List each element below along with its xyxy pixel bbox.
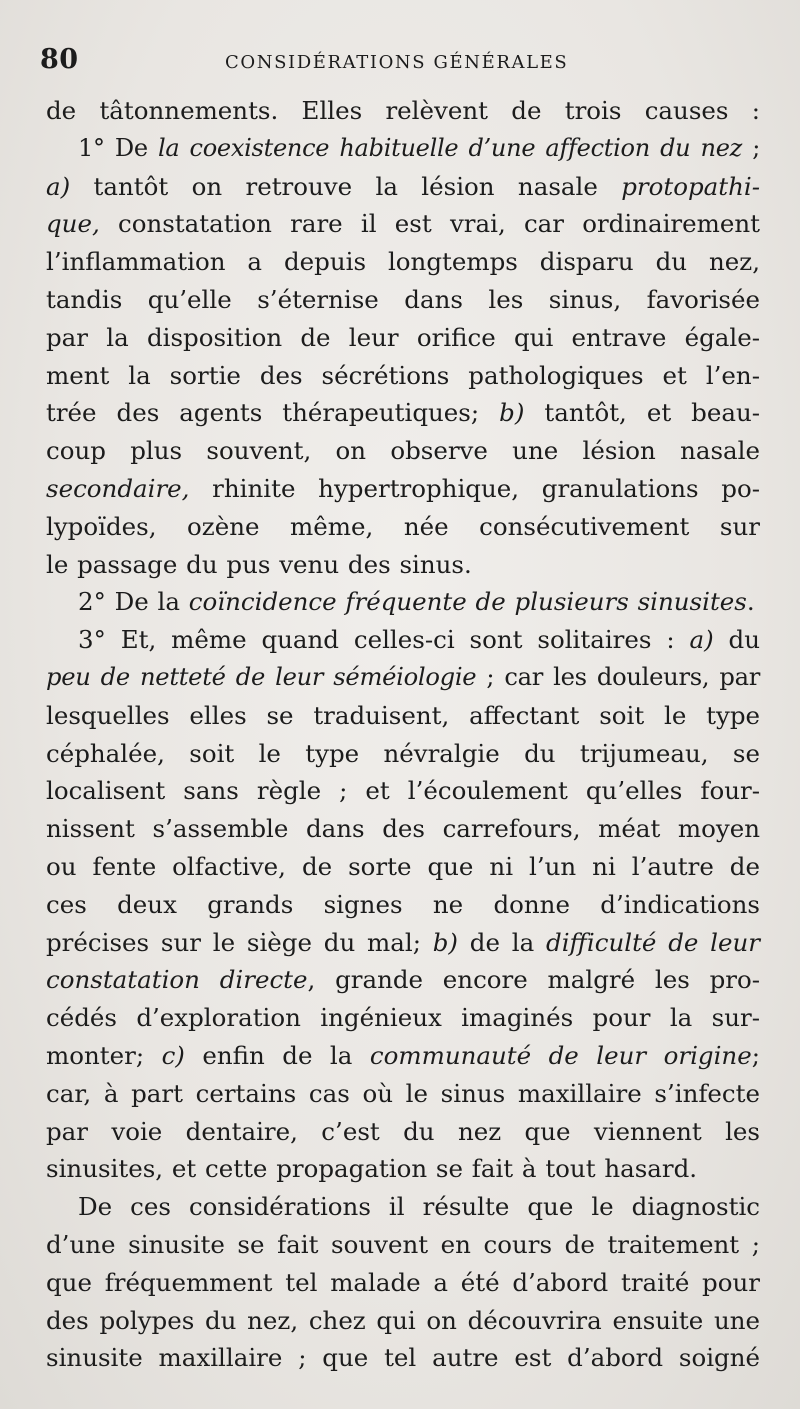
text-line: De ces considérations il résulte que le diagnostic bbox=[78, 1192, 760, 1222]
page-header bbox=[40, 44, 760, 84]
text-line: 1° De la coexistence habituelle d’une affection du nez ; bbox=[78, 133, 760, 162]
text-line: car, à part certains cas où le sinus maxillaire s’infecte bbox=[46, 1078, 760, 1108]
text-line: peu de netteté de leur séméiologie ; car les douleurs, par bbox=[46, 662, 760, 691]
text-line: sinusites, et cette propagation se fait à tout hasard. bbox=[46, 1154, 698, 1184]
text-line: cédés d’exploration ingénieux imaginés pour la sur- bbox=[46, 1003, 760, 1033]
text-line: sinusite maxillaire ; que tel autre est d’abord soigné bbox=[46, 1343, 760, 1373]
text-line: des polypes du nez, chez qui on découvrira ensuite une bbox=[46, 1305, 760, 1335]
text-line: ces deux grands signes ne donne d’indications bbox=[46, 889, 760, 919]
text-line: céphalée, soit le type névralgie du trijumeau, se bbox=[46, 738, 760, 768]
page-number: 80 bbox=[40, 44, 79, 75]
text-line: monter; c) enfin de la communauté de leur origine; bbox=[46, 1040, 760, 1070]
text-line: de tâtonnements. Elles relèvent de trois causes : bbox=[46, 96, 760, 125]
text-line: par voie dentaire, c’est du nez que viennent les bbox=[46, 1116, 760, 1146]
running-title: CONSIDÉRATIONS GÉNÉRALES bbox=[225, 52, 569, 73]
text-line: coup plus souvent, on observe une lésion nasale bbox=[46, 436, 760, 466]
text-line: constatation directe, grande encore malgré les pro- bbox=[46, 965, 760, 995]
text-line: trée des agents thérapeutiques; b) tantôt, et beau- bbox=[46, 398, 761, 428]
text-line: 3° Et, même quand celles-ci sont solitaires : a) du bbox=[78, 625, 760, 655]
text-line: l’inflammation a depuis longtemps disparu du nez, bbox=[46, 247, 760, 277]
text-line: que fréquemment tel malade a été d’abord traité pour bbox=[46, 1267, 760, 1297]
text-line: lesquelles elles se traduisent, affectant soit le type bbox=[46, 700, 760, 730]
text-line: 2° De la coïncidence fréquente de plusieurs sinusites. bbox=[78, 587, 755, 617]
text-line: d’une sinusite se fait souvent en cours de traitement ; bbox=[46, 1229, 760, 1259]
text-line: par la disposition de leur orifice qui entrave égale- bbox=[46, 322, 760, 352]
text-line: le passage du pus venu des sinus. bbox=[46, 549, 472, 579]
text-line: lypoïdes, ozène même, née consécutivement sur bbox=[46, 511, 760, 541]
text-line: ment la sortie des sécrétions pathologiques et l’en- bbox=[46, 360, 760, 390]
text-line: que, constatation rare il est vrai, car ordinairement bbox=[46, 209, 760, 239]
text-line: secondaire, rhinite hypertrophique, granulations po- bbox=[46, 473, 760, 503]
text-line: nissent s’assemble dans des carrefours, méat moyen bbox=[46, 814, 760, 844]
body-text bbox=[46, 92, 760, 1377]
text-line: précises sur le siège du mal; b) de la difficulté de leur bbox=[46, 927, 761, 957]
text-line: tandis qu’elle s’éternise dans les sinus, favorisée bbox=[46, 284, 760, 314]
text-line: ou fente olfactive, de sorte que ni l’un ni l’autre de bbox=[46, 851, 760, 881]
text-line: localisent sans règle ; et l’écoulement qu’elles four- bbox=[46, 776, 760, 806]
text-line: a) tantôt on retrouve la lésion nasale protopathi- bbox=[46, 171, 760, 201]
